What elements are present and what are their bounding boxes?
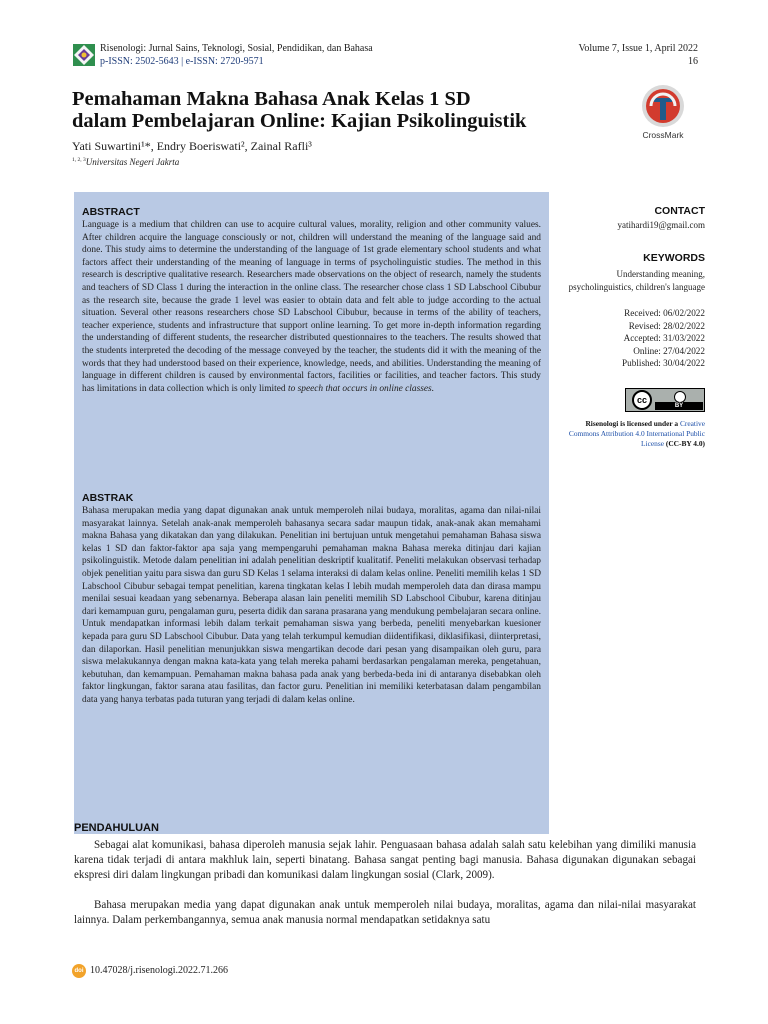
cc-badge-by-text: BY	[655, 402, 703, 410]
date-revised: Revised: 28/02/2022	[628, 320, 705, 331]
article-title	[72, 88, 612, 132]
date-received: Received: 06/02/2022	[624, 308, 705, 318]
affiliation	[72, 157, 179, 167]
license-link[interactable]: Creative Commons Attribution 4.0 International Public License	[568, 418, 705, 448]
cc-badge-cc-text: cc	[632, 390, 652, 410]
affiliation-name: Universitas Negeri Jakrta	[85, 157, 180, 167]
authors: Yati Suwartini¹*, Endry Boeriswati², Zainal Rafli³	[72, 139, 312, 153]
keywords-list: Understanding meaning, psycholinguistics, children's language	[568, 269, 705, 292]
keywords-heading: KEYWORDS	[643, 252, 705, 264]
cc-by-license-icon[interactable]	[625, 388, 705, 412]
section-heading-pendahuluan: PENDAHULUAN	[74, 822, 159, 834]
article-dates	[560, 307, 705, 370]
license-prefix: Risenologi is licensed under a	[585, 418, 680, 428]
contact-email-link[interactable]: yatihardi19@gmail.com	[617, 220, 705, 230]
volume-issue: Volume 7, Issue 1, April 2022	[578, 43, 698, 54]
page-number: 16	[688, 56, 698, 67]
title-line-1: Pemahaman Makna Bahasa Anak Kelas 1 SD	[72, 88, 471, 110]
abstrak-heading: ABSTRAK	[82, 492, 134, 504]
crossmark-badge[interactable]	[635, 84, 691, 140]
journal-logo-icon	[72, 43, 96, 67]
abstract-text-emphasis: to speech that occurs in online classes.	[287, 383, 435, 394]
title-line-2: dalam Pembelajaran Online: Kajian Psikolinguistik	[72, 110, 527, 132]
abstract-body	[82, 219, 541, 395]
affiliation-superscript: 1, 2, 3	[72, 157, 86, 163]
abstrak-body: Bahasa merupakan media yang dapat digunakan anak untuk memperoleh nilai budaya, moralitas, agama dan nilai-nilai masyarakat lainnya. Setelah anak-anak memperoleh bahasanya secara sadar maupun tidak, anak-anak akan memahami makna Bahasa yang dikatakan dan yang dilakukan. Penelitian ini bertujuan untuk mengetahui pemahaman Bahasa siswa kelas 1 SD dan faktor-faktor apa saja yang mempengaruhi pemahaman makna Bahasa mereka ditinjau dari kajian psikolinguistik. Metode dalam penelitian ini adalah penelitian deskriptif kualitatif. Peneliti melakukan observasi terhadap objek penelitian yaitu para siswa dan guru SD Kelas 1 selama interaksi di dalam kelas online. Peneliti memilih kelas 1 SD Labschool Cibubur sebagai tempat penelitian, karena tingkatan kelas I lebih mudah memperoleh data dan dirasa mampu menilai sesuai keadaan yang sebenarnya. Beberapa alasan lain peneliti memilih SD Labschool Cibubur, karena ditinjau dari kemampuan guru, pengalaman guru, peserta didik dan sarana prasarana yang mendukung pembelajaran secara online. Untuk mendapatkan informasi lebih dalam terkait pemahaman siswa yang berbeda, peneliti menyebarkan kuesioner kepada para guru SD Labschool Cibubur. Data yang telah terkumpul kemudian diidentifikasi, diklasifikasi, diinterpretasi, dan dilaporkan. Hasil penelitian menunjukkan siswa mengartikan decode dari pesan yang disampaikan oleh guru, para siswa melakukannya dengan makna kata-kata yang telah mereka pahami berdasarkan pengalaman mereka, pengetahuan, kebutuhan, dan kemampuan. Pemahaman makna bahasa pada anak yang berbeda-beda ini di antaranya disebabkan oleh faktor lingkungan, faktor sarana atau fasilitas, dan factor guru. Penelitian ini memiliki keterbatasan dalam pengambilan data yang hanya terbatas pada tuturan yang terjadi di dalam kelas online.	[82, 506, 541, 705]
intro-paragraph-2: Bahasa merupakan media yang dapat digunakan anak untuk memperoleh nilai budaya, moralitas, agama dan nilai-nilai masyarakat lainnya. Dalam perkembangannya, semua anak manusia normal mendapatkan setidaknya satu	[74, 899, 696, 926]
date-accepted: Accepted: 31/03/2022	[623, 333, 705, 343]
page-header	[72, 42, 698, 70]
article-sidebar	[560, 205, 705, 449]
abstract-text: Language is a medium that children can use to acquire cultural values, morality, religion and other community values. After children acquire the language consciously or not, children will understand the meaning of the language said and done. This study aims to determine the understanding of the language of 1st grade elementary school students and what factors affect their understanding of the meaning of language in terms of psycholinguistic studies. The method in this research is descriptive qualitative research. Researchers made observations on the object of research, namely the students and teachers of SD Class 1 during the interaction in the online class. The researcher chose class 1 SD Labschool Cibubur as the research site, because the grade 1 level was easier to obtain data and felt able to judge according to the actual situation. Several other reasons researchers chose SD Labschool Cibubur, because in terms of the ability of teachers, teacher experience, students and infrastructure that support online learning. To get more in-depth information regarding the understanding of different students, the researcher distributed questionnaires to the teachers. The results showed that the students interpreted the decoding of the message conveyed by the teacher, the students did it with the meaning of the words that they had understood based on their experience, knowledge, needs, and abilities. Understanding the meaning of language in different children is caused by environmental factors, facilities or facilities, and teacher factors. This study has limitations in data collection which is only limited	[82, 220, 541, 394]
license-text	[560, 419, 705, 449]
license-block	[560, 388, 705, 449]
abstract-heading: ABSTRACT	[82, 206, 140, 218]
contact-heading: CONTACT	[654, 205, 705, 217]
license-suffix: (CC-BY 4.0)	[664, 438, 705, 448]
journal-name: Risenologi: Jurnal Sains, Teknologi, Sosial, Pendidikan, dan Bahasa	[100, 43, 373, 54]
crossmark-icon	[639, 84, 687, 128]
abstract-english	[82, 206, 541, 395]
doi-link[interactable]: 10.47028/j.risenologi.2022.71.266	[90, 965, 229, 976]
abstrak-indonesian	[82, 492, 541, 707]
date-published: Published: 30/04/2022	[622, 358, 705, 368]
journal-issn: p-ISSN: 2502-5643 | e-ISSN: 2720-9571	[100, 56, 264, 67]
intro-paragraph-1: Sebagai alat komunikasi, bahasa diperoleh manusia sejak lahir. Penguasaan bahasa adalah salah satu kelebihan yang dimiliki manusia karena tidak terjadi di antara makhluk lain, seperti binatang. Bahasa sangat penting bagi manusia. Bahasa digunakan digunakan sebagai ekspresi diri dalam lingkungan pribadi dan komunikasi dalam lingkungan sosial (Clark, 2009).	[74, 839, 696, 881]
doi-icon: doi	[72, 964, 86, 978]
date-online: Online: 27/04/2022	[633, 345, 705, 356]
crossmark-label: CrossMark	[642, 130, 684, 140]
